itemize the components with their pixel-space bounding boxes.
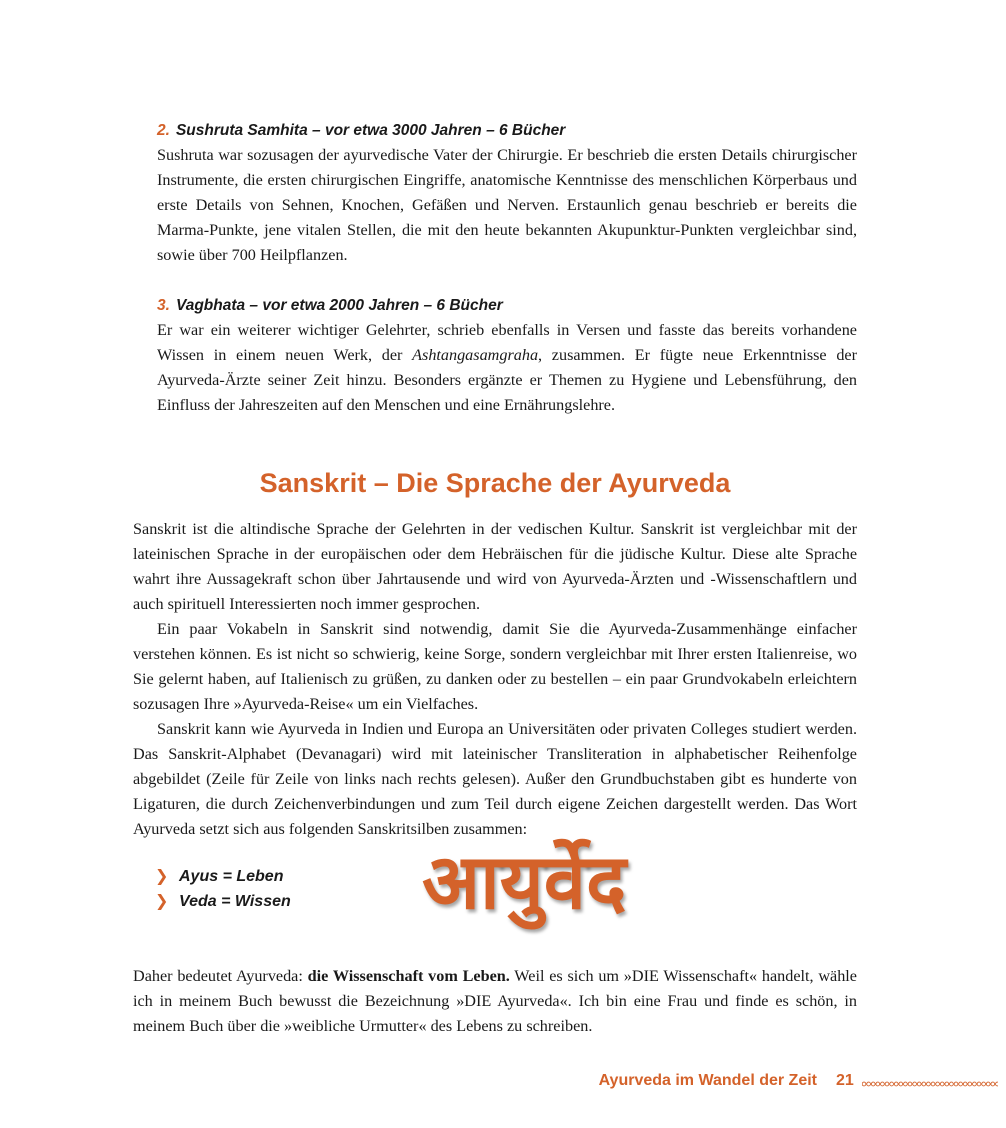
section-heading [157,293,857,318]
ornament-dot [862,1082,866,1086]
work-title: Ashtangasamgraha [412,346,539,364]
ornament-dot [917,1082,921,1086]
page-footer [560,1072,1000,1094]
ornament-dot [867,1082,871,1086]
page-title: Sanskrit – Die Sprache der Ayurveda [259,468,731,498]
section-heading-text: Sushruta Samhita – vor etwa 3000 Jahren – 6 Bücher [175,122,566,139]
list-item-text: Ayus = Leben [179,868,284,885]
ornament-dot [950,1082,954,1086]
paragraph-4 [133,964,857,1039]
ornament-dot [927,1082,931,1086]
sanskrit-body [133,517,857,842]
ornament-dot [986,1082,990,1086]
ornament-dot [959,1082,963,1086]
ornament-dot [913,1082,917,1086]
ornament-dot [894,1082,898,1086]
section-number: 2. [157,122,170,139]
chevron-right-icon: ❯ [155,868,169,885]
ornament-dot [904,1082,908,1086]
ornament-dot [936,1082,940,1086]
conclusion [133,964,857,1039]
section-heading [157,118,857,143]
ornament-line [862,1081,998,1087]
paragraph-text: Weil es sich um »DIE Wissenschaft« handelt, wähle ich in meinem Buch bewusst die Bezeichnung »DIE Ayurveda«. Ich bin eine Frau und finde es schön, in meinem Buch über die »weibliche Urmutter« des Lebens zu schreiben. [133,967,857,1035]
section-number: 3. [157,297,170,314]
ornament-dot [931,1082,935,1086]
definition-bold: die Wissenschaft vom Leben. [307,967,510,985]
ornament-dot [908,1082,912,1086]
ornament-dot [871,1082,875,1086]
ornament-dot [996,1082,999,1086]
section-vagbhata [157,293,857,418]
ornament-dot [982,1082,986,1086]
list-item [155,889,395,914]
ornament-dot [977,1082,981,1086]
paragraph-3: Sanskrit kann wie Ayurveda in Indien und Europa an Universitäten oder privaten Colleges studiert werden. Das Sanskrit-Alphabet (Devanagari) wird mit lateinischer Transliteration in alphabetischer Reihenfolge abgebildet (Zeile für Zeile von links nach rechts gelesen). Außer den Grundbuchstaben gibt es hunderte von Ligaturen, die durch Zeichenverbindungen und zum Teil durch eigene Zeichen dargestellt werden. Das Wort Ayurveda setzt sich aus folgenden Sanskritsilben zusammen: [133,720,857,838]
paragraph-text: Daher bedeutet Ayurveda: [133,967,308,985]
ornament-dot [885,1082,889,1086]
ornament-dot [922,1082,926,1086]
paragraph-1: Sanskrit ist die altindische Sprache der Gelehrten in der vedischen Kultur. Sanskrit ist vergleichbar mit der lateinischen Sprache in der europäischen oder dem Hebräischen für die jüdische Kultur. Diese alte Sprache wahrt ihre Aussagekraft schon über Jahrtausende und wird von Ayurveda-Ärzten und -Wissenschaftlern und auch spirituell Interessierten noch immer gesprochen. [133,520,857,613]
section-heading-text: Vagbhata – vor etwa 2000 Jahren – 6 Bücher [175,297,503,314]
list-item [155,864,395,889]
ornament-dot [968,1082,972,1086]
chapter-title: Ayurveda im Wandel der Zeit [598,1072,817,1089]
ornament-dot [963,1082,967,1086]
devanagari-ayurveda: आयुर्वेद [422,837,627,926]
paragraph-2: Ein paar Vokabeln in Sanskrit sind notwendig, damit Sie die Ayurveda-Zusammenhänge einfacher verstehen können. Es ist nicht so schwierig, keine Sorge, sondern vergleichbar mit Ihrer ersten Italienreise, wo Sie gelernt haben, auf Italienisch zu grüßen, zu danken oder zu bestellen – ein paar Grundvokabeln erleichtern sozusagen Ihre »Ayurveda-Reise« um ein Vielfaches. [133,620,857,713]
page-number: 21 [836,1072,854,1089]
syllable-list [155,864,395,914]
ornament-dot [945,1082,949,1086]
list-item-text: Veda = Wissen [179,893,291,910]
section-sushruta [157,118,857,268]
ornament-dot [890,1082,894,1086]
paragraph-text: Er war ein weiterer wichtiger Gelehrter, schrieb ebenfalls in Versen und fasste das bereits vorhandene Wissen in einem neuen Werk, der [157,321,857,364]
section-paragraph [157,318,857,418]
paragraph-text: , zusammen. Er fügte neue Erkenntnisse der Ayurveda-Ärzte seiner Zeit hinzu. Besonders ergänzte er Themen zu Hygiene und Lebensführung, den Einfluss der Jahreszeiten auf den Menschen und eine Ernährungslehre. [157,346,857,414]
chevron-right-icon: ❯ [155,893,169,910]
ornament-dot [973,1082,977,1086]
ornament-dot [954,1082,958,1086]
ornament-dot [940,1082,944,1086]
ornament-dot [991,1082,995,1086]
section-paragraph: Sushruta war sozusagen der ayurvedische Vater der Chirurgie. Er beschrieb die ersten Details chirurgischer Instrumente, die ersten chirurgischen Eingriffe, anatomische Kenntnisse des menschlichen Körperbaus und erste Details von Sehnen, Knochen, Gefäßen und Nerven. Erstaunlich genau beschrieb er bereits die Marma-Punkte, jene vitalen Stellen, die mit den heute bekannten Akupunktur-Punkten vergleichbar sind, sowie über 700 Heilpflanzen. [157,146,857,264]
ornament-dot [881,1082,885,1086]
ornament-dot [899,1082,903,1086]
ornament-dot [876,1082,880,1086]
